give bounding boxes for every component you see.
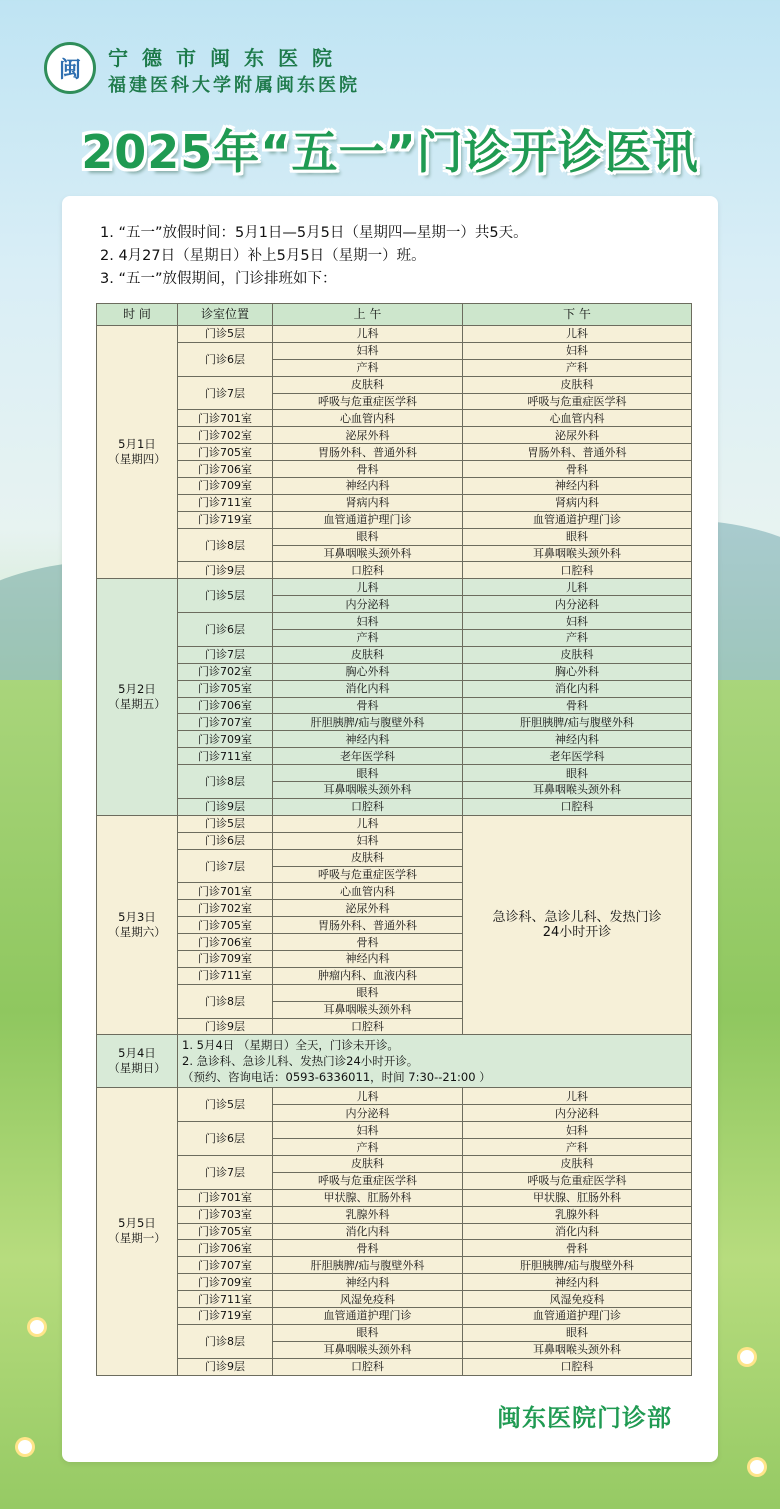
morning-cell: 儿科 [273,326,463,343]
morning-cell: 皮肤科 [273,1155,463,1172]
afternoon-cell: 妇科 [463,1122,692,1139]
afternoon-cell: 耳鼻咽喉头颈外科 [463,1341,692,1358]
morning-cell: 风湿免疫科 [273,1291,463,1308]
holiday-notes [100,222,710,291]
morning-cell: 神经内科 [273,731,463,748]
location-cell: 门诊5层 [178,815,273,832]
afternoon-cell: 心血管内科 [463,410,692,427]
morning-cell: 产科 [273,630,463,647]
morning-cell: 血管通道护理门诊 [273,1307,463,1324]
location-cell: 门诊8层 [178,1324,273,1358]
table-row [97,376,692,393]
location-cell: 门诊702室 [178,663,273,680]
afternoon-cell: 口腔科 [463,798,692,815]
table-row [97,663,692,680]
morning-cell: 胃肠外科、普通外科 [273,917,463,934]
location-cell: 门诊709室 [178,950,273,967]
afternoon-cell: 甲状腺、肛肠外科 [463,1189,692,1206]
location-cell: 门诊707室 [178,1257,273,1274]
morning-cell: 神经内科 [273,1274,463,1291]
morning-cell: 泌尿外科 [273,427,463,444]
location-cell: 门诊5层 [178,579,273,613]
afternoon-cell: 骨科 [463,461,692,478]
table-row [97,1358,692,1375]
table-row [97,494,692,511]
location-cell: 门诊711室 [178,1291,273,1308]
morning-cell: 口腔科 [273,562,463,579]
table-row [97,1035,692,1088]
morning-cell: 骨科 [273,1240,463,1257]
day-group-may1 [97,326,692,579]
table-row [97,1324,692,1341]
afternoon-cell: 胃肠外科、普通外科 [463,444,692,461]
day-weekday: （星期一） [108,1231,166,1246]
table-row [97,1155,692,1172]
afternoon-cell: 皮肤科 [463,376,692,393]
location-cell: 门诊5层 [178,1088,273,1122]
afternoon-cell: 眼科 [463,765,692,782]
morning-cell: 眼科 [273,528,463,545]
note-line: 3. “五一”放假期间，门诊排班如下： [100,271,337,287]
day-cell [97,1035,178,1088]
afternoon-cell: 妇科 [463,613,692,630]
morning-cell: 产科 [273,359,463,376]
location-cell: 门诊8层 [178,528,273,562]
morning-cell: 口腔科 [273,1018,463,1035]
afternoon-cell: 产科 [463,630,692,647]
day-group-may5 [97,1088,692,1375]
table-header-row [97,304,692,326]
location-cell: 门诊6层 [178,342,273,376]
table-row [97,765,692,782]
location-cell: 门诊719室 [178,511,273,528]
table-row [97,562,692,579]
morning-cell: 心血管内科 [273,883,463,900]
afternoon-emergency-cell [463,815,692,1035]
location-cell: 门诊706室 [178,461,273,478]
flower-decoration [740,1350,754,1364]
location-cell: 门诊703室 [178,1206,273,1223]
morning-cell: 产科 [273,1139,463,1156]
closed-notice-cell [178,1035,692,1088]
location-cell: 门诊7层 [178,646,273,663]
table-row [97,815,692,832]
table-row [97,579,692,596]
location-cell: 门诊8层 [178,765,273,799]
afternoon-cell: 产科 [463,359,692,376]
morning-cell: 肿瘤内科、血液内科 [273,967,463,984]
table-row [97,714,692,731]
table-row [97,1122,692,1139]
location-cell: 门诊9层 [178,1018,273,1035]
afternoon-cell: 皮肤科 [463,1155,692,1172]
location-cell: 门诊9层 [178,562,273,579]
day-weekday: （星期四） [108,452,166,467]
morning-cell: 肝胆胰脾/疝与腹壁外科 [273,714,463,731]
day-date: 5月3日 [118,910,156,925]
morning-cell: 内分泌科 [273,596,463,613]
morning-cell: 皮肤科 [273,646,463,663]
location-cell: 门诊711室 [178,967,273,984]
note-line: 1. “五一”放假时间：5月1日—5月5日（星期四—星期一）共5天。 [100,225,528,241]
morning-cell: 神经内科 [273,478,463,495]
emergency-line: 24小时开诊 [542,925,612,941]
table-row [97,461,692,478]
afternoon-cell: 神经内科 [463,731,692,748]
location-cell: 门诊709室 [178,478,273,495]
location-cell: 门诊705室 [178,680,273,697]
location-cell: 门诊711室 [178,748,273,765]
afternoon-cell: 老年医学科 [463,748,692,765]
afternoon-cell: 神经内科 [463,1274,692,1291]
table-row [97,798,692,815]
table-row [97,1257,692,1274]
header-time: 时 间 [97,304,178,326]
note-line: 2. 4月27日（星期日）补上5月5日（星期一）班。 [100,248,426,264]
day-group-may4 [97,1035,692,1088]
morning-cell: 眼科 [273,984,463,1001]
location-cell: 门诊709室 [178,1274,273,1291]
location-cell: 门诊701室 [178,883,273,900]
location-cell: 门诊702室 [178,900,273,917]
afternoon-cell: 血管通道护理门诊 [463,511,692,528]
day-group-may3 [97,815,692,1035]
morning-cell: 儿科 [273,579,463,596]
table-row [97,1240,692,1257]
afternoon-cell: 骨科 [463,697,692,714]
emergency-line: 急诊科、急诊儿科、发热门诊 [492,910,662,926]
location-cell: 门诊7层 [178,849,273,883]
afternoon-cell: 血管通道护理门诊 [463,1307,692,1324]
afternoon-cell: 肝胆胰脾/疝与腹壁外科 [463,714,692,731]
table-row [97,1189,692,1206]
morning-cell: 骨科 [273,697,463,714]
table-row [97,697,692,714]
day-date: 5月5日 [118,1216,156,1231]
afternoon-cell: 呼吸与危重症医学科 [463,1172,692,1189]
table-row [97,1307,692,1324]
day-weekday: （星期六） [108,925,166,940]
table-row [97,326,692,343]
morning-cell: 老年医学科 [273,748,463,765]
morning-cell: 耳鼻咽喉头颈外科 [273,1341,463,1358]
day-date: 5月4日 [118,1046,156,1061]
morning-cell: 肾病内科 [273,494,463,511]
hospital-name: 宁德市闽东医院 [108,46,346,70]
table-row [97,646,692,663]
morning-cell: 皮肤科 [273,376,463,393]
morning-cell: 妇科 [273,832,463,849]
flower-decoration [750,1460,764,1474]
afternoon-cell: 产科 [463,1139,692,1156]
morning-cell: 神经内科 [273,950,463,967]
location-cell: 门诊9层 [178,798,273,815]
morning-cell: 耳鼻咽喉头颈外科 [273,545,463,562]
morning-cell: 骨科 [273,461,463,478]
location-cell: 门诊6层 [178,1122,273,1156]
location-cell: 门诊6层 [178,832,273,849]
morning-cell: 甲状腺、肛肠外科 [273,1189,463,1206]
table-row [97,1274,692,1291]
morning-cell: 胸心外科 [273,663,463,680]
afternoon-cell: 眼科 [463,528,692,545]
footer-department: 闽东医院门诊部 [497,1404,672,1432]
morning-cell: 妇科 [273,613,463,630]
afternoon-cell: 泌尿外科 [463,427,692,444]
hospital-subname: 福建医科大学附属闽东医院 [108,75,360,96]
morning-cell: 呼吸与危重症医学科 [273,866,463,883]
table-row [97,748,692,765]
afternoon-cell: 耳鼻咽喉头颈外科 [463,782,692,799]
location-cell: 门诊6层 [178,613,273,647]
afternoon-cell: 神经内科 [463,478,692,495]
afternoon-cell: 眼科 [463,1324,692,1341]
afternoon-cell: 儿科 [463,1088,692,1105]
day-cell [97,1088,178,1375]
location-cell: 门诊709室 [178,731,273,748]
afternoon-cell: 口腔科 [463,562,692,579]
header-afternoon: 下 午 [463,304,692,326]
location-cell: 门诊711室 [178,494,273,511]
afternoon-cell: 内分泌科 [463,596,692,613]
afternoon-cell: 消化内科 [463,1223,692,1240]
table-row [97,444,692,461]
location-cell: 门诊706室 [178,697,273,714]
location-cell: 门诊706室 [178,1240,273,1257]
afternoon-cell: 儿科 [463,579,692,596]
afternoon-cell: 肾病内科 [463,494,692,511]
morning-cell: 呼吸与危重症医学科 [273,393,463,410]
morning-cell: 耳鼻咽喉头颈外科 [273,782,463,799]
location-cell: 门诊7层 [178,1155,273,1189]
morning-cell: 肝胆胰脾/疝与腹壁外科 [273,1257,463,1274]
morning-cell: 皮肤科 [273,849,463,866]
notice-line: 2. 急诊科、急诊儿科、发热门诊24小时开诊。 [182,1054,419,1069]
morning-cell: 呼吸与危重症医学科 [273,1172,463,1189]
table-row [97,680,692,697]
afternoon-cell: 肝胆胰脾/疝与腹壁外科 [463,1257,692,1274]
day-weekday: （星期日） [108,1061,166,1076]
location-cell: 门诊7层 [178,376,273,410]
table-row [97,478,692,495]
notice-line: （预约、咨询电话：0593-6336011，时间 7:30--21:00 ） [182,1070,491,1085]
table-row [97,1088,692,1105]
morning-cell: 消化内科 [273,1223,463,1240]
table-row [97,1206,692,1223]
morning-cell: 眼科 [273,1324,463,1341]
afternoon-cell: 胸心外科 [463,663,692,680]
morning-cell: 口腔科 [273,798,463,815]
day-cell [97,579,178,815]
table-row [97,410,692,427]
morning-cell: 乳腺外科 [273,1206,463,1223]
afternoon-cell: 骨科 [463,1240,692,1257]
location-cell: 门诊705室 [178,1223,273,1240]
morning-cell: 儿科 [273,1088,463,1105]
location-cell: 门诊5层 [178,326,273,343]
location-cell: 门诊9层 [178,1358,273,1375]
notice-line: 1. 5月4日 （星期日）全天，门诊未开诊。 [182,1038,399,1053]
morning-cell: 妇科 [273,1122,463,1139]
day-cell [97,815,178,1035]
table-row [97,427,692,444]
day-date: 5月2日 [118,682,156,697]
morning-cell: 内分泌科 [273,1105,463,1122]
afternoon-cell: 皮肤科 [463,646,692,663]
flower-decoration [30,1320,44,1334]
location-cell: 门诊706室 [178,934,273,951]
location-cell: 门诊8层 [178,984,273,1018]
page-title: 2025年“五一”门诊开诊医讯 [81,125,699,179]
schedule-table [96,303,692,1376]
location-cell: 门诊707室 [178,714,273,731]
location-cell: 门诊701室 [178,1189,273,1206]
afternoon-cell: 呼吸与危重症医学科 [463,393,692,410]
afternoon-cell: 儿科 [463,326,692,343]
afternoon-cell: 妇科 [463,342,692,359]
location-cell: 门诊702室 [178,427,273,444]
flower-decoration [18,1440,32,1454]
afternoon-cell: 耳鼻咽喉头颈外科 [463,545,692,562]
morning-cell: 眼科 [273,765,463,782]
table-row [97,613,692,630]
morning-cell: 骨科 [273,934,463,951]
table-row [97,1223,692,1240]
morning-cell: 儿科 [273,815,463,832]
location-cell: 门诊705室 [178,917,273,934]
morning-cell: 泌尿外科 [273,900,463,917]
afternoon-cell: 口腔科 [463,1358,692,1375]
morning-cell: 耳鼻咽喉头颈外科 [273,1001,463,1018]
day-date: 5月1日 [118,437,156,452]
morning-cell: 消化内科 [273,680,463,697]
morning-cell: 心血管内科 [273,410,463,427]
day-cell [97,326,178,579]
table-row [97,731,692,748]
afternoon-cell: 消化内科 [463,680,692,697]
afternoon-cell: 风湿免疫科 [463,1291,692,1308]
location-cell: 门诊705室 [178,444,273,461]
header-location: 诊室位置 [178,304,273,326]
location-cell: 门诊701室 [178,410,273,427]
table-row [97,1291,692,1308]
header-morning: 上 午 [273,304,463,326]
morning-cell: 血管通道护理门诊 [273,511,463,528]
location-cell: 门诊719室 [178,1307,273,1324]
table-row [97,511,692,528]
day-weekday: （星期五） [108,697,166,712]
afternoon-cell: 乳腺外科 [463,1206,692,1223]
table-row [97,528,692,545]
afternoon-cell: 内分泌科 [463,1105,692,1122]
morning-cell: 妇科 [273,342,463,359]
hospital-logo: 闽 [44,42,96,94]
morning-cell: 胃肠外科、普通外科 [273,444,463,461]
table-row [97,342,692,359]
day-group-may2 [97,579,692,815]
morning-cell: 口腔科 [273,1358,463,1375]
